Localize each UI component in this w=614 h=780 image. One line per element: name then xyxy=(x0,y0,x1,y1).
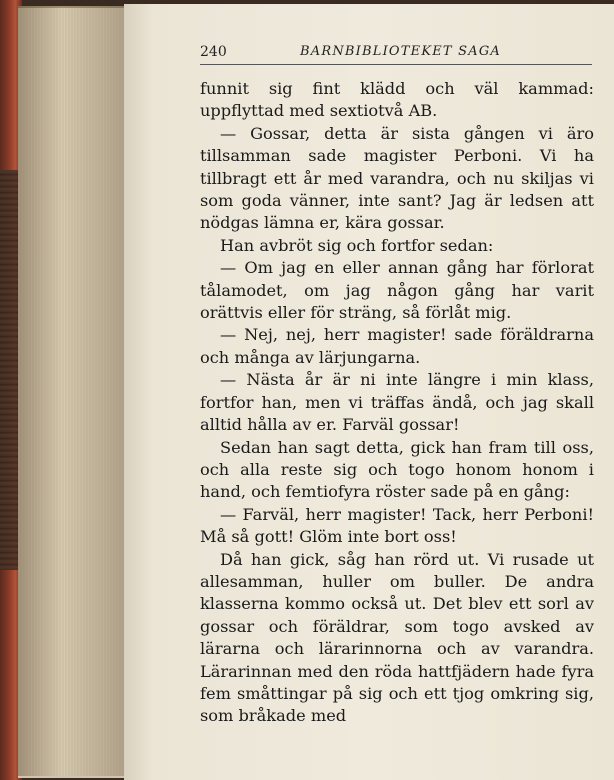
running-title: BARNBIBLIOTEKET SAGA xyxy=(300,44,502,59)
paragraph: Sedan han sagt detta, gick han fram till oss, och alla reste sig och togo honom honom i hand, och femtiofyra röster sade på en gång: xyxy=(200,437,594,502)
book-page xyxy=(124,4,614,780)
page-header xyxy=(200,44,592,65)
paragraph: Han avbröt sig och fortfor sedan: xyxy=(220,235,494,255)
page-edges-shadow xyxy=(18,6,128,776)
paragraph: Då han gick, såg han rörd ut. Vi rusade ut allesamman, huller om buller. De andra klasserna kommo också ut. Det blev ett sorl av gossar och föräldrar, som togo avsked av lärarna och lärarinnorna och av varandra. Lärarinnan med den röda hattfjädern hade fyra fem småttingar på sig och ett tjog omkring sig, som bråkade med xyxy=(200,549,594,726)
paragraph: — Nästa år är ni inte längre i min klass, fortfor han, men vi träffas ändå, och jag skall alltid hålla av er. Farväl gossar! xyxy=(200,370,594,435)
page-number: 240 xyxy=(200,44,227,60)
body-text xyxy=(200,78,594,728)
paragraph: — Nej, nej, herr magister! sade föräldrarna och många av lärjungarna. xyxy=(200,325,594,367)
paragraph: — Farväl, herr magister! Tack, herr Perboni! Må så gott! Glöm inte bort oss! xyxy=(200,504,594,547)
paragraph: — Gossar, detta är sista gången vi äro tillsamman sade magister Perboni. Vi ha tillbragt ett år med varandra, och nu skiljas vi som goda vänner, inte sant? Jag är ledsen att nödgas lämna er, kära gossar. xyxy=(200,123,594,233)
paragraph: — Om jag en eller annan gång har förlorat tålamodet, om jag någon gång har varit orättvis eller för sträng, så förlåt mig. xyxy=(200,258,594,323)
paragraph: funnit sig fint klädd och väl kammad: uppflyttad med sextiotvå AB. xyxy=(200,79,594,121)
